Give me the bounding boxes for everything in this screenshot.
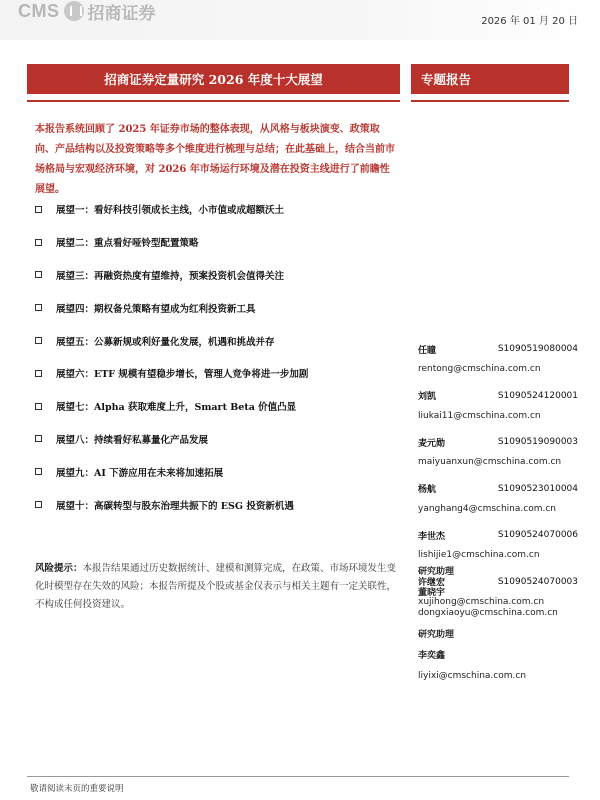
risk-label: 风险提示： — [35, 563, 83, 574]
assistant-role: 研究助理 — [418, 567, 455, 577]
outlook-list — [35, 193, 400, 521]
side-divider — [411, 100, 569, 102]
outlook-item — [35, 357, 400, 390]
report-title: 招商证券定量研究 2026 年度十大展望 — [27, 64, 400, 94]
outlook-item — [35, 423, 400, 456]
assistant-list — [418, 560, 578, 686]
outlook-text: 展望九：AI 下游应用在未来将加速拓展 — [56, 467, 224, 479]
square-bullet-icon — [35, 337, 42, 344]
analyst-entry — [418, 386, 578, 433]
assistant-name: 李奕鑫 — [418, 651, 446, 661]
risk-warning — [35, 560, 403, 614]
footer-divider — [27, 776, 569, 777]
assistant-email[interactable]: dongxiaoyu@cmschina.com.cn — [418, 607, 558, 618]
company-logo — [18, 0, 156, 22]
analyst-email[interactable]: maiyuanxun@cmschina.com.cn — [418, 457, 562, 467]
square-bullet-icon — [35, 239, 42, 246]
analyst-license-id: S1090524070006 — [497, 530, 578, 540]
analyst-entry — [418, 479, 578, 526]
outlook-text: 展望八：持续看好私募量化产品发展 — [56, 434, 209, 446]
analyst-name: 杨航 — [418, 485, 437, 495]
outlook-text: 展望十：高碳转型与股东治理共振下的 ESG 投资新机遇 — [56, 500, 294, 512]
analyst-name: 许继宏 — [418, 578, 446, 588]
square-bullet-icon — [35, 206, 42, 213]
outlook-item — [35, 291, 400, 324]
analyst-email[interactable]: yanghang4@cmschina.com.cn — [418, 503, 556, 514]
analyst-entry — [418, 432, 578, 479]
analyst-license-id: S1090524070003 — [497, 576, 578, 587]
outlook-text: 展望七：Alpha 获取难度上升，Smart Beta 价值凸显 — [56, 402, 297, 414]
outlook-item — [35, 226, 400, 259]
outlook-item — [35, 259, 400, 292]
analyst-license-id: S1090524120001 — [497, 390, 578, 401]
assistant-role: 研究助理 — [418, 630, 455, 640]
analyst-email[interactable]: rentong@cmschina.com.cn — [418, 364, 541, 374]
assistant-email[interactable]: liyixi@cmschina.com.cn — [418, 670, 527, 681]
analyst-license-id: S1090519080004 — [497, 344, 578, 354]
analyst-name: 刘凯 — [418, 392, 437, 402]
assistant-name: 董晓宇 — [418, 588, 446, 598]
footer-disclaimer: 敬请阅读末页的重要说明 — [30, 784, 124, 794]
outlook-text: 展望一：看好科技引领成长主线，小市值或成超额沃土 — [56, 205, 285, 217]
outlook-text: 展望六：ETF 规模有望稳步增长，管理人竞争将进一步加剧 — [56, 369, 309, 381]
report-date: 2026 年 01 月 20 日 — [481, 16, 578, 27]
risk-text: 本报告结果通过历史数据统计、建模和测算完成，在政策、市场环境发生变化时模型存在失效的风险；本报告所提及个股或基金仅表示与相关主题有一定关联性，不构成任何投资建议。 — [35, 563, 397, 610]
title-divider — [27, 100, 400, 102]
analyst-license-id: S1090523010004 — [497, 483, 578, 494]
square-bullet-icon — [35, 435, 42, 442]
analyst-name: 李世杰 — [418, 531, 446, 542]
analyst-name: 任瞳 — [418, 345, 437, 356]
analyst-email[interactable]: liukai11@cmschina.com.cn — [418, 410, 541, 421]
outlook-text: 展望五：公募新规或利好量化发展，机遇和挑战并存 — [56, 336, 275, 348]
outlook-item — [35, 390, 400, 423]
logo-emblem-icon — [64, 1, 84, 21]
analyst-license-id: S1090519090003 — [497, 437, 578, 447]
logo-latin-text: CMS — [18, 0, 60, 21]
report-type-label: 专题报告 — [411, 64, 569, 94]
outlook-item — [35, 324, 400, 357]
square-bullet-icon — [35, 370, 42, 377]
square-bullet-icon — [35, 468, 42, 475]
logo-cn-text: 招商证券 — [87, 3, 156, 24]
outlook-text: 展望二：重点看好哑铃型配置策略 — [56, 238, 199, 250]
outlook-text: 展望三：再融资热度有望维持，预案投资机会值得关注 — [56, 270, 285, 282]
analyst-entry — [418, 339, 578, 386]
square-bullet-icon — [35, 403, 42, 410]
outlook-text: 展望四：期权备兑策略有望成为红利投资新工具 — [56, 303, 256, 315]
summary-paragraph: 本报告系统回顾了 2025 年证券市场的整体表现，从风格与板块演变、政策取向、产品结构以及投资策略等多个维度进行梳理与总结；在此基础上，结合当前市场格局与宏观经济环境，对 2026 年市场运行环境及潜在投资主线进行了前瞻性展望。 — [35, 124, 395, 195]
square-bullet-icon — [35, 501, 42, 508]
outlook-item — [35, 455, 400, 488]
outlook-item — [35, 193, 400, 226]
analyst-email[interactable]: lishijie1@cmschina.com.cn — [418, 550, 540, 560]
analyst-name: 麦元勋 — [418, 438, 446, 449]
square-bullet-icon — [35, 271, 42, 278]
outlook-item — [35, 488, 400, 521]
analyst-email[interactable]: xujihong@cmschina.com.cn — [418, 596, 545, 607]
square-bullet-icon — [35, 304, 42, 311]
